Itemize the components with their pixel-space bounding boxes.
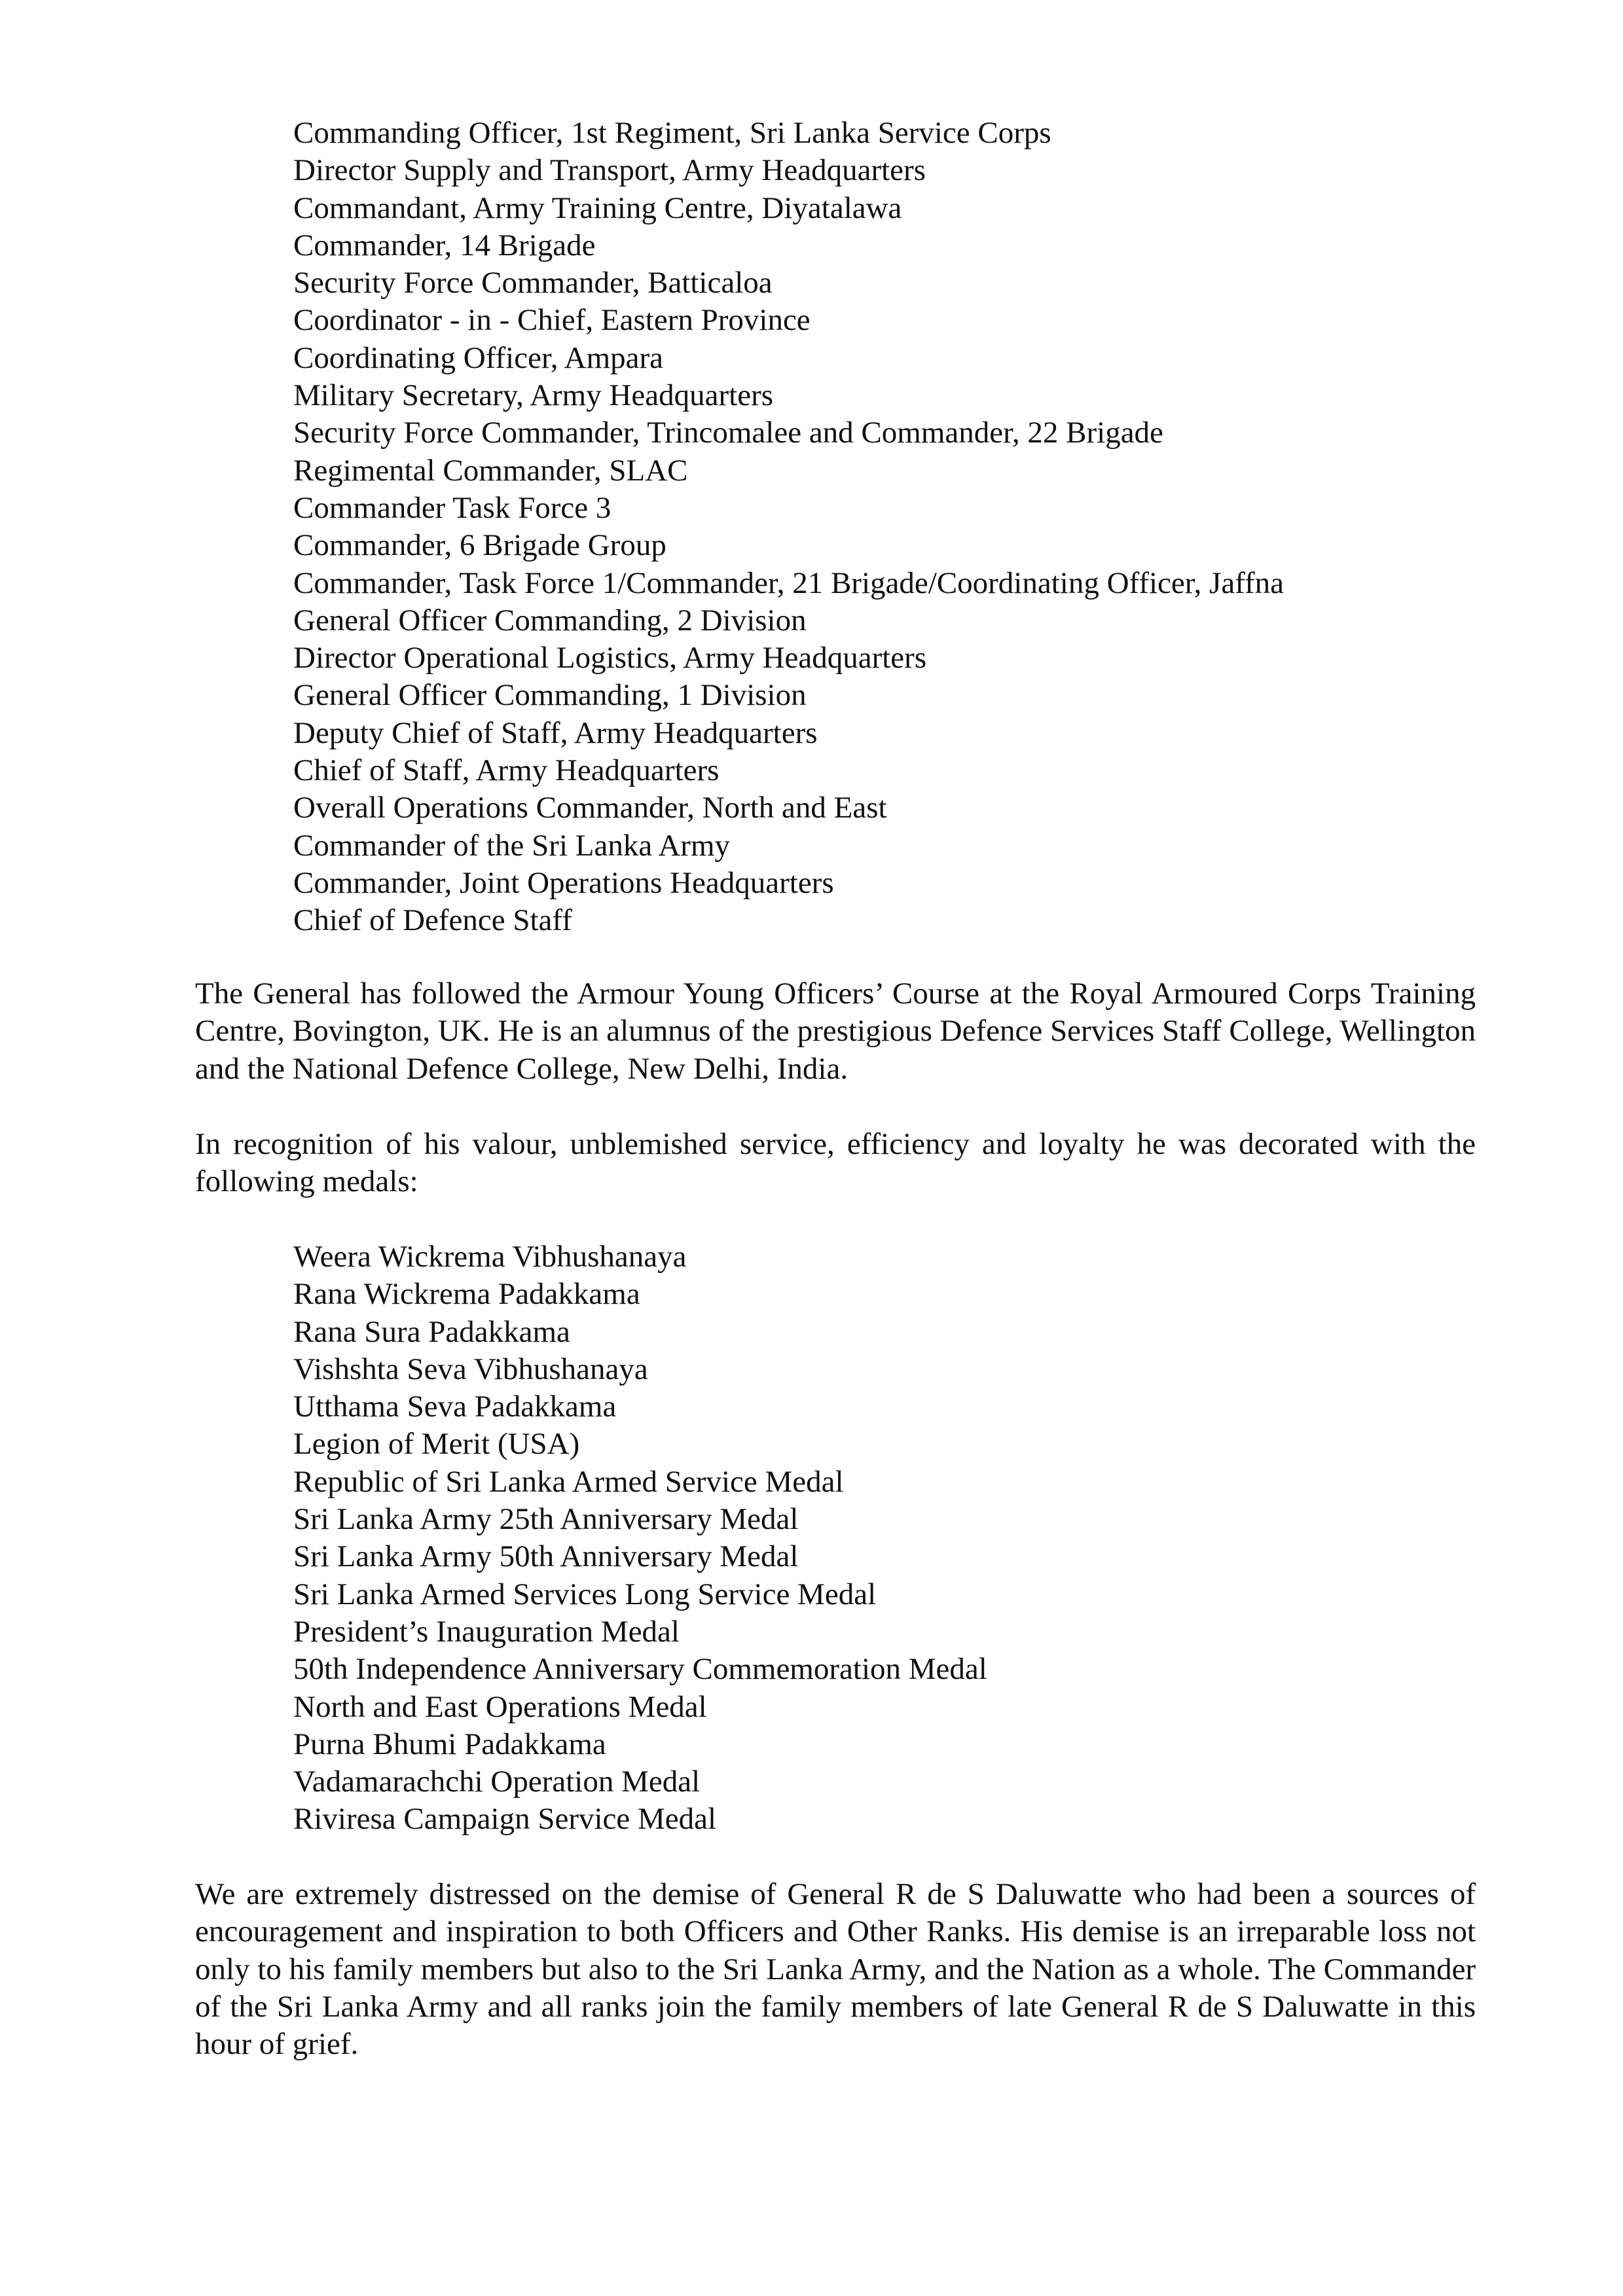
medals-list: [293, 1238, 1537, 1839]
appointment-item: Commander, 6 Brigade Group: [293, 528, 666, 563]
medal-item: Weera Wickrema Vibhushanaya: [293, 1240, 687, 1274]
medal-item: Sri Lanka Armed Services Long Service Medal: [293, 1577, 877, 1611]
medal-item: Vadamarachchi Operation Medal: [293, 1765, 701, 1799]
medal-item: Rana Wickrema Padakkama: [293, 1277, 640, 1312]
appointment-item: Commander, Task Force 1/Commander, 21 Brigade/Coordinating Officer, Jaffna: [293, 565, 1284, 600]
medal-item: Rana Sura Padakkama: [293, 1314, 570, 1349]
medal-item: Republic of Sri Lanka Armed Service Medal: [293, 1464, 844, 1499]
appointment-item: Commanding Officer, 1st Regiment, Sri Lanka Service Corps: [293, 116, 1051, 150]
appointment-item: Commander, 14 Brigade: [293, 228, 596, 262]
appointment-item: Coordinator - in - Chief, Eastern Province: [293, 303, 811, 338]
appointment-item: Commandant, Army Training Centre, Diyatalawa: [293, 190, 902, 225]
medals-intro-paragraph: In recognition of his valour, unblemished service, efficiency and loyalty he was decorated with the following medals:: [195, 1127, 1476, 1199]
appointment-item: Security Force Commander, Trincomalee and Commander, 22 Brigade: [293, 416, 1163, 450]
appointment-item: Chief of Staff, Army Headquarters: [293, 753, 720, 788]
medal-item: President’s Inauguration Medal: [293, 1614, 680, 1649]
appointment-item: Commander of the Sri Lanka Army: [293, 828, 730, 863]
appointment-item: Coordinating Officer, Ampara: [293, 340, 664, 375]
condolence-paragraph: We are extremely distressed on the demise of General R de S Daluwatte who had been a sources of encouragement and inspiration to both Officers and Other Ranks. His demise is an irreparable loss not only to his family members but also to the Sri Lanka Army, and the Nation as a whole. The Commander of the Sri Lanka Army and all ranks join the family members of late General R de S Daluwatte in this hour of grief.: [195, 1877, 1476, 2062]
education-paragraph: The General has followed the Armour Young Officers’ Course at the Royal Armoured Corps Training Centre, Bovington, UK. He is an alumnus of the prestigious Defence Services Staff College, Wellington and the National Defence College, New Delhi, India.: [195, 977, 1476, 1086]
appointment-item: Chief of Defence Staff: [293, 903, 572, 938]
appointment-item: Commander Task Force 3: [293, 490, 611, 525]
medal-item: Utthama Seva Padakkama: [293, 1390, 617, 1424]
medal-item: 50th Independence Anniversary Commemoration Medal: [293, 1652, 987, 1687]
medal-item: Purna Bhumi Padakkama: [293, 1727, 606, 1761]
appointment-item: Director Supply and Transport, Army Headquarters: [293, 153, 926, 188]
medal-item: Vishshta Seva Vibhushanaya: [293, 1352, 648, 1386]
appointment-item: Overall Operations Commander, North and East: [293, 791, 887, 825]
appointment-item: Regimental Commander, SLAC: [293, 453, 688, 488]
appointment-item: Security Force Commander, Batticaloa: [293, 266, 773, 300]
appointment-item: Commander, Joint Operations Headquarters: [293, 865, 834, 900]
medal-item: North and East Operations Medal: [293, 1689, 707, 1724]
appointment-item: Deputy Chief of Staff, Army Headquarters: [293, 715, 818, 750]
medal-item: Legion of Merit (USA): [293, 1427, 580, 1462]
medal-item: Sri Lanka Army 25th Anniversary Medal: [293, 1502, 799, 1537]
medal-item: Riviresa Campaign Service Medal: [293, 1802, 717, 1837]
appointment-item: General Officer Commanding, 2 Division: [293, 603, 807, 637]
appointment-item: Director Operational Logistics, Army Headquarters: [293, 641, 927, 675]
appointments-list: [293, 115, 1537, 940]
appointment-item: Military Secretary, Army Headquarters: [293, 378, 774, 413]
medal-item: Sri Lanka Army 50th Anniversary Medal: [293, 1539, 799, 1574]
appointment-item: General Officer Commanding, 1 Division: [293, 678, 807, 713]
